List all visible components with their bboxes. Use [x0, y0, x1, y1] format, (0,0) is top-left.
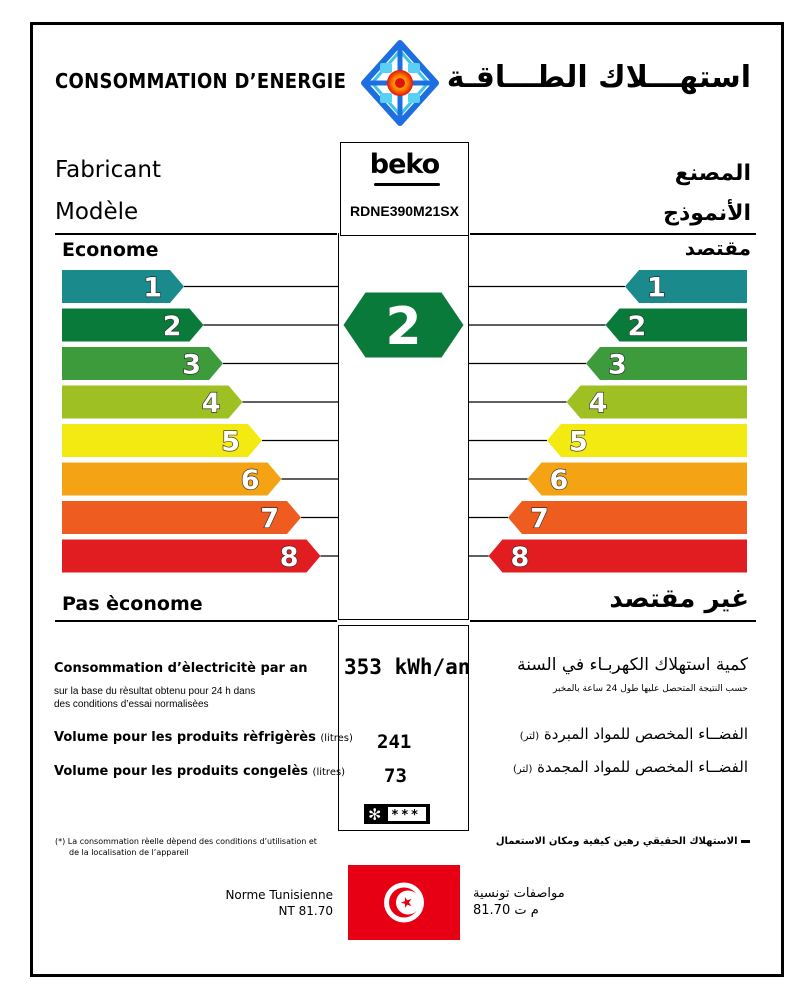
freezer-volume-label-arabic [513, 758, 748, 776]
footnote-line-2: de la localisation de l’appareil [69, 848, 189, 857]
standard-code-arabic: م ت 81.70 [473, 903, 539, 918]
title-arabic: استهـــلاك الطـــاقـة [446, 60, 751, 95]
class-label-right-3: 3 [608, 349, 627, 381]
freezer-volume-unit: (litres) [312, 767, 346, 778]
model-label: Modèle [55, 199, 139, 225]
class-label-right-5: 5 [569, 426, 588, 458]
consumption-note-arabic: حسب النتيجة المتحصل عليها طول 24 ساعة بالمخبر [552, 684, 748, 694]
inefficient-label-arabic: غير مقتصد [609, 584, 749, 614]
freezer-star-rating [364, 804, 430, 824]
fridge-volume-text: Volume pour les produits rèfrigèrès [54, 730, 316, 745]
class-label-left-5: 5 [221, 426, 240, 458]
fridge-volume-text-arabic: الفضــاء المخصص للمواد المبردة [543, 725, 748, 743]
class-label-right-4: 4 [588, 388, 608, 419]
class-bar-left-2 [62, 309, 204, 342]
class-label-right-1: 1 [647, 272, 666, 304]
divider-right-bottom [470, 620, 756, 622]
class-label-left-6: 6 [240, 465, 260, 496]
fridge-volume-value: 241 [377, 731, 412, 753]
standard-arabic [473, 885, 565, 919]
fridge-volume-label [54, 730, 353, 745]
class-bar-right-1 [625, 270, 747, 303]
class-label-left-8: 8 [279, 542, 299, 573]
footnote-marker [741, 840, 750, 843]
freezer-volume-text-arabic: الفضــاء المخصص للمواد المجمدة [537, 758, 748, 776]
standard-french [193, 887, 333, 919]
class-label-right-6: 6 [549, 465, 569, 496]
freezer-volume-unit-arabic: (لتر) [513, 764, 533, 775]
manufacturer-label: Fabricant [55, 157, 161, 183]
consumption-value: 353 kWh/an [344, 655, 471, 679]
class-bar-left-1 [62, 270, 184, 303]
rating-value: 2 [385, 297, 422, 357]
fridge-volume-unit: (litres) [320, 733, 353, 744]
class-label-left-7: 7 [260, 503, 279, 535]
fridge-volume-label-arabic [520, 725, 748, 743]
freezer-volume-value: 73 [384, 765, 407, 787]
class-label-right-7: 7 [530, 503, 549, 535]
class-label-left-3: 3 [182, 349, 201, 381]
model-number: RDNE390M21SX [350, 203, 459, 219]
consumption-label: Consommation d’èlectricitè par an [54, 661, 308, 676]
freezer-volume-text: Volume pour les produits congelès [54, 764, 309, 779]
footnote-line-1: (*) La consommation rèelle dèpend des conditions d’utilisation et [55, 837, 317, 846]
standard-name: Norme Tunisienne [225, 888, 333, 902]
footnote-arabic [496, 836, 750, 847]
snowflake-icon: ✻ [368, 805, 382, 824]
footnote-arabic-text: الاستهلاك الحقيقي رهين كيفية ومكان الاستعمال [495, 836, 738, 847]
model-label-arabic: الأنموذج [663, 201, 751, 226]
freezer-volume-label [54, 764, 345, 779]
class-label-right-8: 8 [510, 542, 530, 573]
class-label-left-2: 2 [162, 311, 182, 342]
fridge-volume-unit-arabic: (لتر) [519, 731, 540, 742]
efficient-label: Econome [62, 239, 159, 261]
consumption-note-1: sur la base du rèsultat obtenu pour 24 h dans [54, 686, 256, 697]
divider-left-bottom [55, 620, 337, 622]
class-label-right-2: 2 [627, 311, 647, 342]
energy-label [30, 22, 784, 977]
manufacturer-label-arabic: المصنع [674, 161, 751, 186]
brand-name: beko [369, 149, 440, 180]
title-french: CONSOMMATION D’ENERGIE [55, 69, 347, 93]
standard-code: NT 81.70 [278, 904, 333, 918]
class-label-left-4: 4 [201, 388, 221, 419]
class-label-left-1: 1 [143, 272, 162, 304]
stars-text: *** [391, 808, 421, 823]
standard-name-arabic: مواصفات تونسية [473, 886, 565, 901]
consumption-label-arabic: كمية استهلاك الكهربـاء في السنة [517, 655, 748, 675]
energy-scale [33, 25, 787, 625]
tunisia-flag-icon [348, 865, 460, 940]
footnote-french [55, 836, 317, 858]
consumption-note-2: des conditions d’essai normalisèes [54, 699, 209, 710]
efficient-label-arabic: مقتصد [684, 236, 751, 260]
inefficient-label: Pas èconome [62, 593, 203, 615]
